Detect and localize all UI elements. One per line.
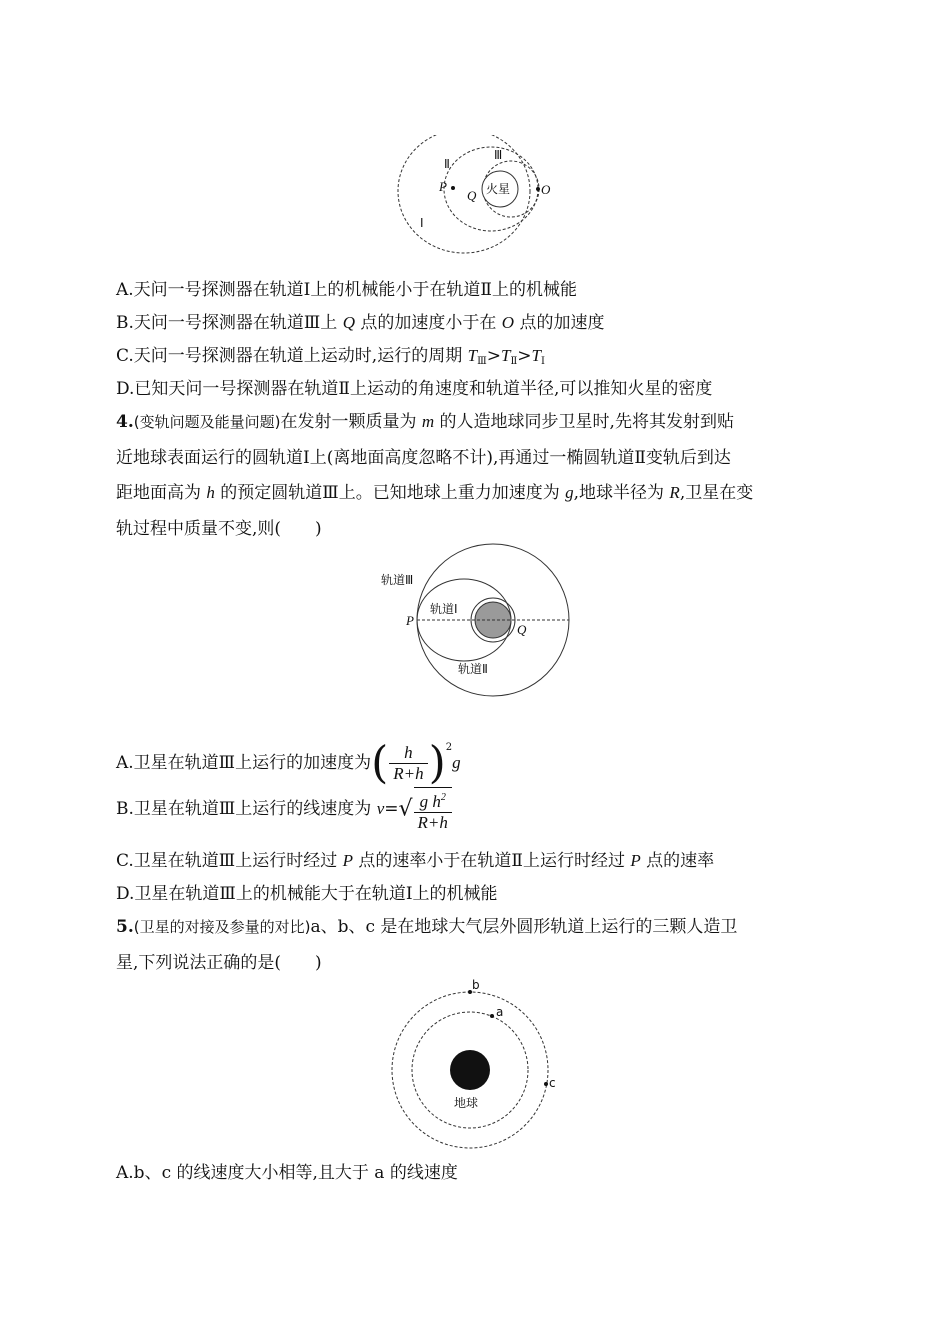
label-b: b [472, 978, 480, 992]
label-a: a [496, 1005, 504, 1019]
satellites-figure [388, 978, 563, 1152]
point-P-label: P [406, 613, 414, 628]
label-P: P [439, 179, 447, 194]
label-III: Ⅲ [494, 148, 503, 162]
planet-label: 火星 [486, 182, 511, 196]
q3-option-a: A.天问一号探测器在轨道Ⅰ上的机械能小于在轨道Ⅱ上的机械能 [116, 280, 577, 300]
satellite-a [490, 1014, 494, 1018]
label-II: Ⅱ [444, 157, 450, 171]
q4-stem-line3: 距地面高为 h 的预定圆轨道Ⅲ上。已知地球上重力加速度为 g,地球半径为 R,卫星在变 [116, 483, 754, 503]
earth-transfer-figure [378, 542, 578, 700]
orbit-2-label: 轨道Ⅱ [458, 662, 488, 676]
q3-option-b: B.天问一号探测器在轨道Ⅲ上 Q 点的加速度小于在 O 点的加速度 [116, 313, 605, 333]
q5-stem-line1: 5.(卫星的对接及参量的对比)a、b、c 是在地球大气层外圆形轨道上运行的三颗人造卫 [116, 917, 738, 937]
earth-body [450, 1050, 490, 1090]
q4-stem-line4: 轨过程中质量不变,则( ) [116, 519, 322, 539]
q3-option-d: D.已知天问一号探测器在轨道Ⅱ上运动的角速度和轨道半径,可以推知火星的密度 [116, 379, 713, 399]
q4-stem-line2: 近地球表面运行的圆轨道Ⅰ上(离地面高度忽略不计),再通过一椭圆轨道Ⅱ变轨后到达 [116, 448, 731, 468]
q4-option-a: A.卫星在轨道Ⅲ上运行的加速度为( $\frac{h}{R+h}$ )$^2$g [116, 737, 461, 789]
mars-orbit-figure [390, 135, 560, 260]
point-P [451, 186, 455, 190]
earth-label: 地球 [454, 1096, 479, 1110]
label-Q: Q [467, 188, 477, 203]
point-O [536, 187, 540, 191]
label-I: Ⅰ [420, 216, 424, 230]
q4-stem-line1: 4.(变轨问题及能量问题)在发射一颗质量为 m 的人造地球同步卫星时,先将其发射到贴 [116, 412, 734, 432]
q5-stem-line2: 星,下列说法正确的是( ) [116, 953, 322, 973]
label-c: c [549, 1076, 556, 1090]
point-Q-label: Q [517, 622, 527, 637]
orbit-1-label: 轨道Ⅰ [430, 602, 458, 616]
q4-option-b: B.卫星在轨道Ⅲ上运行的线速度为 v=√ $\frac{g h^2}{R+h}$ [116, 785, 453, 835]
q4-option-d: D.卫星在轨道Ⅲ上的机械能大于在轨道Ⅰ上的机械能 [116, 884, 498, 904]
satellite-c [544, 1082, 548, 1086]
q3-option-c: C.天问一号探测器在轨道上运动时,运行的周期 $T_Ⅲ>T_Ⅱ>T_Ⅰ$ [116, 346, 545, 367]
q4-option-c: C.卫星在轨道Ⅲ上运行时经过 P 点的速率小于在轨道Ⅱ上运行时经过 P 点的速率 [116, 851, 715, 871]
orbit-3-label: 轨道Ⅲ [381, 573, 414, 587]
q5-option-a: A.b、c 的线速度大小相等,且大于 a 的线速度 [116, 1163, 458, 1183]
label-O: O [541, 182, 551, 197]
